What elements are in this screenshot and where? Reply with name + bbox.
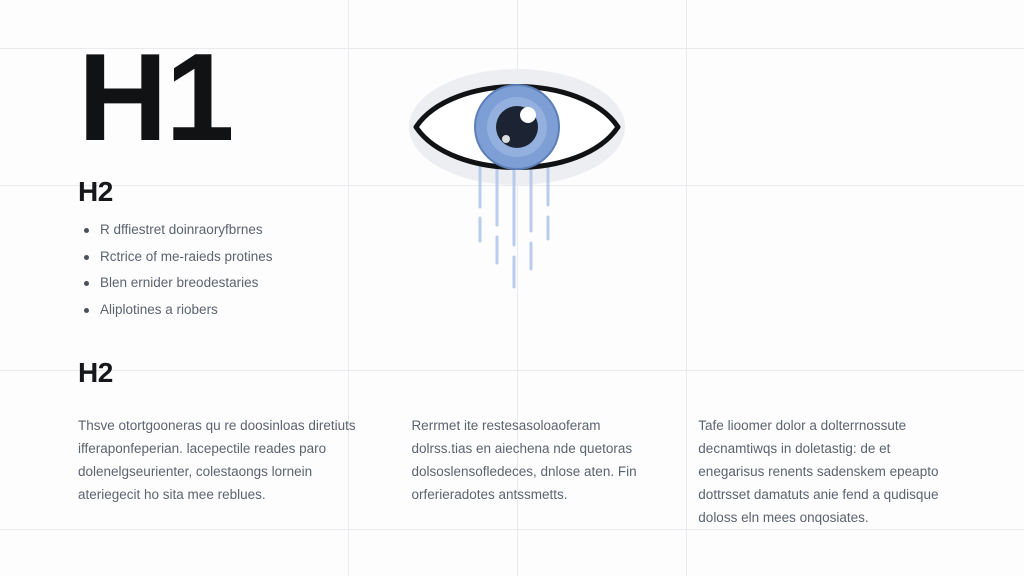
eye-illustration [402, 55, 632, 355]
section-heading-one: H2 [78, 176, 113, 207]
eye-highlight-large [520, 107, 536, 123]
eye-highlight-small [502, 135, 510, 143]
body-paragraph: Rerrmet ite restesasoloaoferam dolrss.tias en aiechena nde quetoras dolsoslensofledeces, dnlose aten. Fin orferieradotes antssmetts. [411, 417, 637, 503]
section-heading-two: H2 [78, 357, 113, 389]
list-item: Aliplotines a riobers [78, 302, 378, 318]
list-item: R dffiestret doinraoryfbrnes [78, 222, 378, 238]
page-title: H1 [78, 29, 233, 167]
body-paragraph: Tafe lioomer dolor a dolterrnossute decnamtiwqs in doletastig: de et enegarisus renents sadenskem epeapto dottrsset damatuts anie fend a qudisque doloss eln mees onqosiates. [698, 417, 939, 526]
body-paragraph: Thsve otortgooneras qu re doosinloas diretiuts ifferaponfeperian. lacepectile reades paro dolenelgseurienter, colestaongs lornein ateriegecit ho sita mee reblues. [78, 417, 356, 503]
list-item: Rctrice of me-raieds protines [78, 249, 378, 265]
bullet-list [78, 222, 378, 317]
left-content-column [78, 29, 378, 403]
list-item: Blen ernider breodestaries [78, 275, 378, 291]
body-text-columns [78, 400, 958, 543]
